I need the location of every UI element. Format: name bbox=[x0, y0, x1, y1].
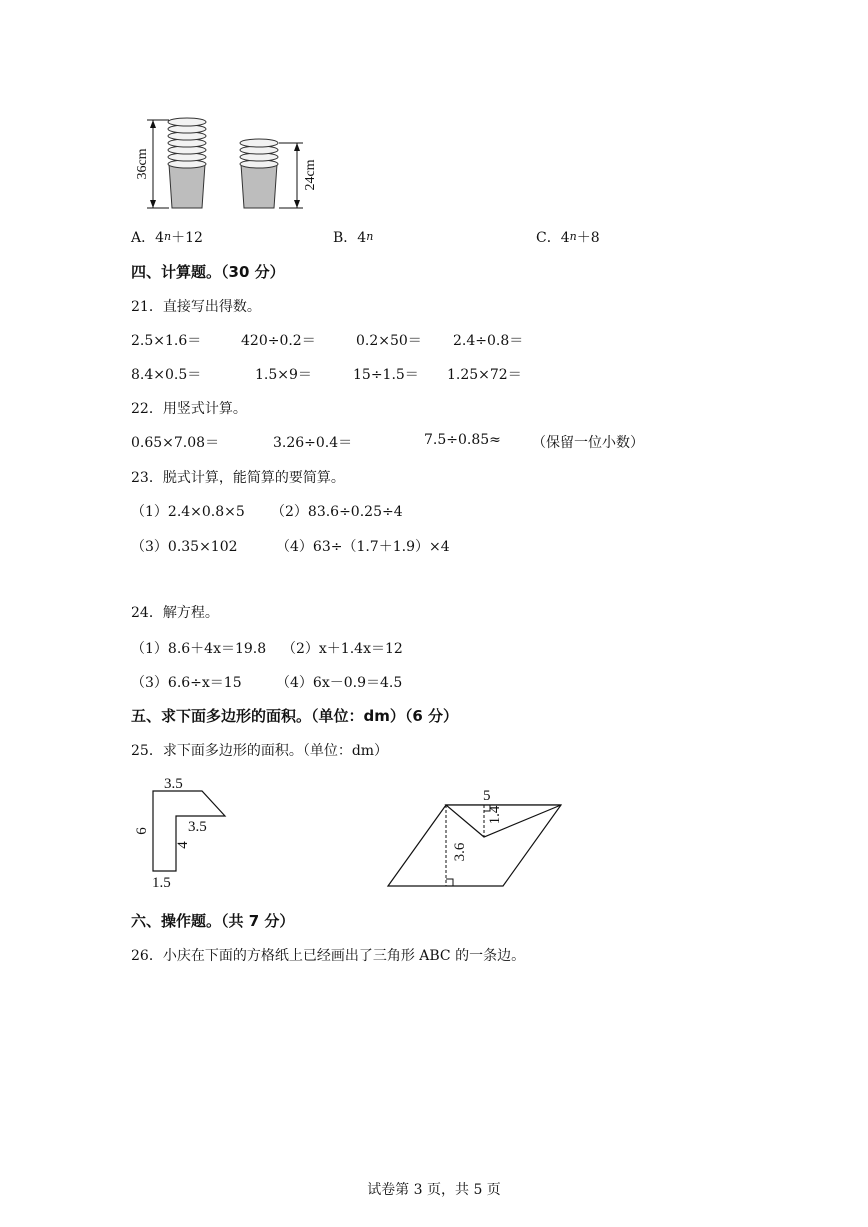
q22-item: 7.5÷0.85≈ bbox=[424, 432, 501, 448]
q21-item: 1.25×72＝ bbox=[447, 367, 522, 383]
option-letter: B． bbox=[333, 230, 358, 246]
page-footer: 试卷第 3 页，共 5 页 bbox=[367, 1182, 501, 1198]
option-const: ＋12 bbox=[171, 230, 203, 246]
q21-item: 8.4×0.5＝ bbox=[131, 367, 202, 383]
option-var: n bbox=[366, 230, 374, 243]
section5-title: 五、求下面多边形的面积。（单位：dm）（6 分） bbox=[131, 707, 459, 725]
q21-title: 21．直接写出得数。 bbox=[131, 299, 261, 315]
polygon-right-figure bbox=[380, 780, 580, 892]
left-height-label: 36cm bbox=[135, 148, 150, 180]
label-top: 5 bbox=[483, 788, 491, 804]
q26-title: 26．小庆在下面的方格纸上已经画出了三角形 ABC 的一条边。 bbox=[131, 948, 526, 964]
option-const: ＋8 bbox=[576, 230, 600, 246]
option-a bbox=[131, 227, 203, 247]
option-var: n bbox=[164, 230, 172, 243]
label-small-height: 1.4 bbox=[487, 805, 503, 825]
q24-title: 24．解方程。 bbox=[131, 605, 219, 621]
label-inner: 4 bbox=[175, 841, 191, 849]
option-coef: 4 bbox=[155, 230, 165, 246]
q21-item: 1.5×9＝ bbox=[255, 367, 312, 383]
q22-item: 0.65×7.08＝ bbox=[131, 435, 220, 451]
label-bottom: 1.5 bbox=[152, 875, 171, 891]
label-height: 3.6 bbox=[452, 842, 468, 862]
q25-title: 25．求下面多边形的面积。（单位：dm） bbox=[131, 743, 389, 759]
q21-item: 2.4÷0.8＝ bbox=[453, 333, 524, 349]
cutout-triangle bbox=[446, 805, 561, 837]
polygon-left-figure bbox=[128, 768, 238, 894]
option-c bbox=[536, 227, 600, 247]
option-coef: 4 bbox=[357, 230, 367, 246]
q22-item: 3.26÷0.4＝ bbox=[273, 435, 353, 451]
option-letter: A． bbox=[131, 230, 156, 246]
right-height-label: 24cm bbox=[303, 159, 318, 191]
option-letter: C． bbox=[536, 230, 561, 246]
label-top: 3.5 bbox=[164, 776, 183, 792]
option-b bbox=[333, 227, 373, 247]
cups-figure bbox=[125, 108, 335, 216]
q21-item: 0.2×50＝ bbox=[356, 333, 422, 349]
q24-item: （3）6.6÷x＝15 bbox=[131, 675, 242, 691]
label-left: 6 bbox=[134, 827, 150, 835]
option-var: n bbox=[569, 230, 577, 243]
q23-item: （1）2.4×0.8×5 bbox=[131, 504, 245, 520]
q24-item: （1）8.6＋4x＝19.8 bbox=[131, 641, 267, 657]
section4-title: 四、计算题。（30 分） bbox=[131, 263, 285, 281]
section6-title: 六、操作题。（共 7 分） bbox=[131, 912, 295, 930]
q22-note: （保留一位小数） bbox=[532, 435, 644, 451]
q23-item: （4）63÷（1.7＋1.9）×4 bbox=[276, 539, 450, 555]
q21-item: 420÷0.2＝ bbox=[241, 333, 316, 349]
q21-item: 15÷1.5＝ bbox=[353, 367, 419, 383]
q24-item: （4）6x－0.9＝4.5 bbox=[276, 675, 403, 691]
label-right: 3.5 bbox=[188, 819, 207, 835]
q23-item: （2）83.6÷0.25÷4 bbox=[271, 504, 403, 520]
q23-title: 23．脱式计算，能简算的要简算。 bbox=[131, 470, 345, 486]
q21-item: 2.5×1.6＝ bbox=[131, 333, 202, 349]
q24-item: （2）x＋1.4x＝12 bbox=[282, 641, 403, 657]
q23-item: （3）0.35×102 bbox=[131, 539, 238, 555]
q22-title: 22．用竖式计算。 bbox=[131, 401, 247, 417]
option-coef: 4 bbox=[560, 230, 570, 246]
